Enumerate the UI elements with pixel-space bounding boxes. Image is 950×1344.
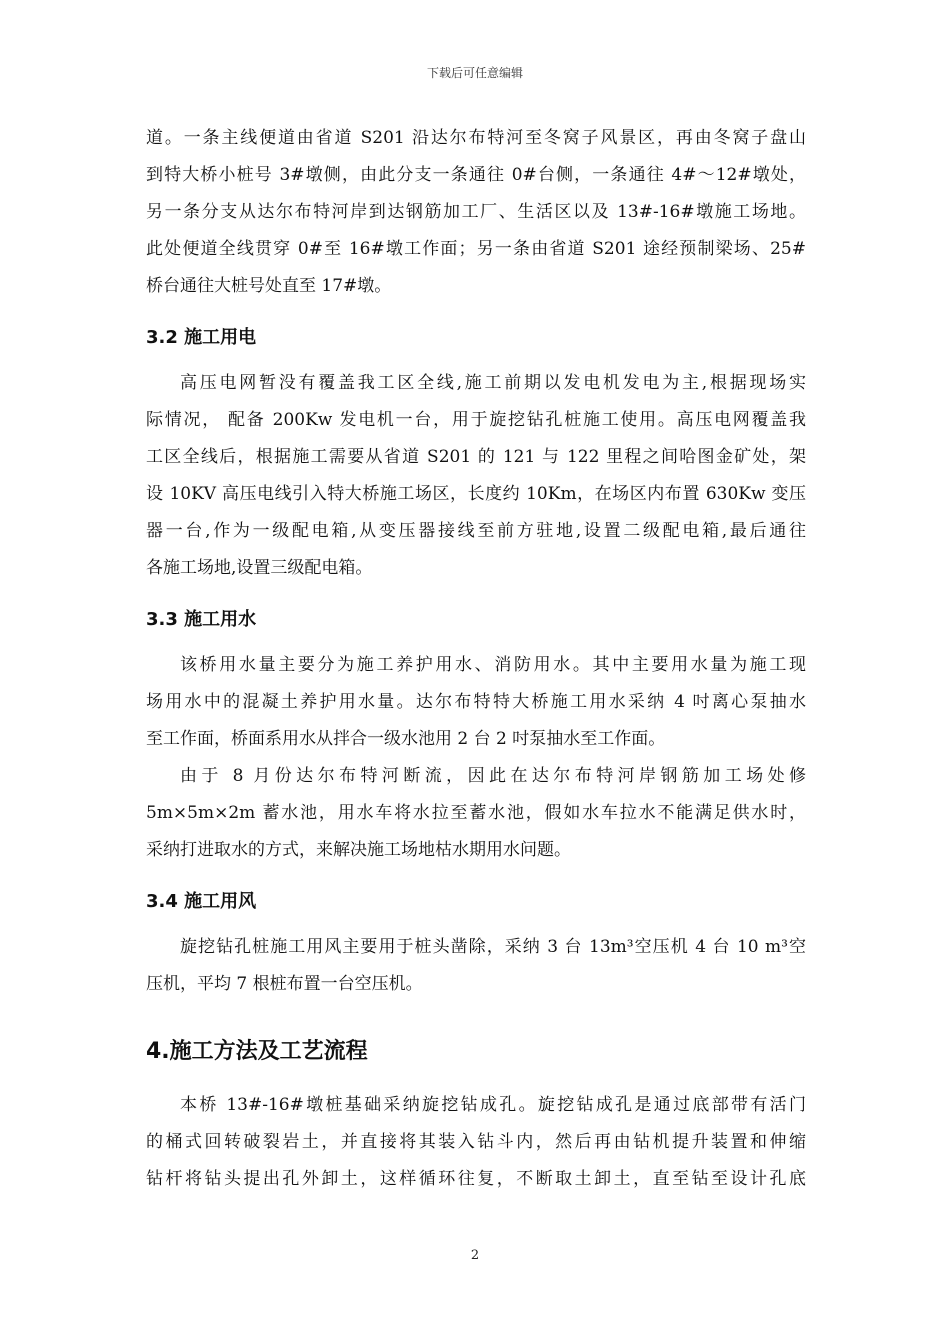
paragraph-line: 采纳打进取水的方式，来解决施工场地枯水期用水问题。 [146,840,571,860]
paragraph-line: 此处便道全线贯穿 0#至 16#墩工作面；另一条由省道 S201 途经预制梁场、25# [146,239,806,259]
document-body [146,120,806,1198]
paragraph-line: 器一台,作为一级配电箱,从变压器接线至前方驻地,设置二级配电箱,最后通往 [146,521,806,541]
paragraph-line: 由于 8 月份达尔布特河断流，因此在达尔布特河岸钢筋加工场处修 [180,766,806,786]
section-heading-3-4: 3.4 施工用风 [146,891,257,912]
paragraph-line: 钻杆将钻头提出孔外卸土，这样循环往复，不断取土卸土，直至钻至设计孔底 [146,1169,806,1189]
paragraph-line: 旋挖钻孔桩施工用风主要用于桩头凿除，采纳 3 台 13m³空压机 4 台 10 m³空 [180,937,806,957]
paragraph-line: 压机，平均 7 根桩布置一台空压机。 [146,974,423,994]
section-heading-3-3: 3.3 施工用水 [146,609,257,630]
page-header: 下载后可任意编辑 [426,66,523,80]
paragraph-line: 的桶式回转破裂岩土，并直接将其装入钻斗内，然后再由钻机提升装置和伸缩 [146,1132,806,1152]
paragraph-line: 到特大桥小桩号 3#墩侧，由此分支一条通往 0#台侧，一条通往 4#～12#墩处， [146,165,806,185]
paragraph-line: 道。一条主线便道由省道 S201 沿达尔布特河至冬窝子风景区，再由冬窝子盘山 [146,128,806,148]
section-heading-3-2: 3.2 施工用电 [146,327,257,348]
paragraph-line: 际情况， 配备 200Kw 发电机一台，用于旋挖钻孔桩施工使用。高压电网覆盖我 [146,410,806,430]
section-heading-4: 4.施工方法及工艺流程 [146,1039,368,1064]
paragraph-line: 场用水中的混凝土养护用水量。达尔布特特大桥施工用水采纳 4 吋离心泵抽水 [146,692,806,712]
paragraph-line: 高压电网暂没有覆盖我工区全线,施工前期以发电机发电为主,根据现场实 [180,373,806,393]
paragraph-line: 该桥用水量主要分为施工养护用水、消防用水。其中主要用水量为施工现 [180,655,806,675]
paragraph-line: 5m×5m×2m 蓄水池，用水车将水拉至蓄水池，假如水车拉水不能满足供水时， [146,803,806,823]
paragraph-line: 各施工场地,设置三级配电箱。 [146,558,373,578]
paragraph-line: 至工作面，桥面系用水从拌合一级水池用 2 台 2 吋泵抽水至工作面。 [146,729,666,749]
paragraph-line: 设 10KV 高压电线引入特大桥施工场区，长度约 10Km，在场区内布置 630Kw 变压 [146,484,806,504]
paragraph-line: 本桥 13#-16#墩桩基础采纳旋挖钻成孔。旋挖钻成孔是通过底部带有活门 [180,1095,806,1115]
paragraph-line: 工区全线后，根据施工需要从省道 S201 的 121 与 122 里程之间哈图金矿处，架 [146,447,806,467]
paragraph-line: 桥台通往大桩号处直至 17#墩。 [146,276,392,296]
page-number: 2 [470,1248,480,1263]
paragraph-line: 另一条分支从达尔布特河岸到达钢筋加工厂、生活区以及 13#-16#墩施工场地。 [146,202,806,222]
